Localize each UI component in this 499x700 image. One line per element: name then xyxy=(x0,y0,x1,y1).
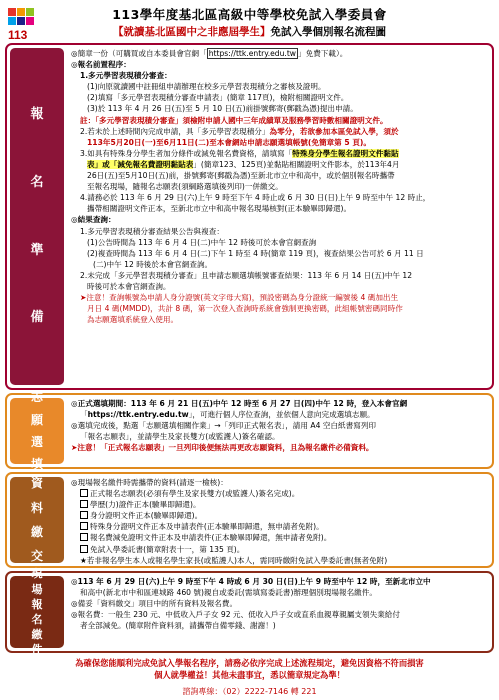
section-onsite-registration xyxy=(5,567,494,657)
section-label: 資 料 繳 交 xyxy=(10,477,64,563)
section-body: ◎現場報名繳件時需攜帶的資料(請逐一檢核)： 正式報名志願表(必須有學生及家長雙方(或監護人)簽名完成)。 學歷(力)證件正本(驗畢即歸還)。 身分證明文件正本(驗畢即歸還)。 特殊身分證明文件正本及申請表件(正本驗畢即歸還，無申請者免附)。 報名費減免證明文件正本及申請表件(正本驗畢即歸還，無申請者免附)。 免試入學委託書(簡章附表十一，第 135 頁)。 ★若非報名學生本人或報名學生家長(或監護人)本人，需同時繳附免試入學委託書(無者免附) xyxy=(71,478,388,565)
checkbox[interactable] xyxy=(80,522,88,530)
page-subtitle xyxy=(0,24,499,39)
section-body: ◎正式選填期間：113 年 6 月 21 日(五)中午 12 時至 6 月 27 日(四)中午 12 時，登入本會官網 「https://ttk.entry.edu.tw」，可進行個人序位查詢，並依個人意向完成選填志願。 ◎選填完成後，點選「志願選填相關作業」→「列印正式報名表」，請用 A4 空白紙書寫列印 「報名志願表」，並請學生及家長雙方(或監護人)簽名確認。 ➤注意！「正式報名志願表」一旦列印後便無法再更改志願資料，且為報名繳件必備資料。 xyxy=(71,399,408,453)
website-link[interactable]: https://ttk.entry.edu.tw xyxy=(87,410,189,420)
section-choose-preferences xyxy=(5,390,494,472)
checkbox[interactable] xyxy=(80,533,88,541)
subtitle-target: 【就讀基北區國中之非應屆學生】 xyxy=(113,26,271,38)
checkbox[interactable] xyxy=(80,500,88,508)
section-body: ◎113 年 6 月 29 日(六)上午 9 時至下午 4 時或 6 月 30 日(日)上午 9 時至中午 12 時，至新北市立中 和高中(新北市中和區連城路 460 號)親自或委託(需填寫委託書)辦理個別現場報名繳件。 ◎備妥「資料繳交」項目中的所有資料及報名費。 ◎報名費：一般生 230 元、中低收入戶子女 92 元、低收入戶子女或直系血親尊親屬支領失業給付 者全部減免。(簡章附件資料須，請攜帶自備零錢、謝謝！) xyxy=(71,577,431,631)
section-body: ◎簡章一份（可購買或自本委員會官網「 https://ttk.entry.edu.tw 」免費下載）。 ◎報名前置程序： 1.多元學習表現積分審查： (1)向原就讀國中註冊組申請辦理在校多元學習表現積分之審核及證明。 (2)填寫「多元學習表現積分審查申請表」(簡章 117頁)，檢附相關證明文件。 (3)於 113 年 4 月 26 日(五)至 5 月 10 日(五)前掛號郵寄(郵戳為憑)提出申請。 註：「多元學習表現積分審查」須檢附申請人國中三年成績單及服務學習時數相關證明文件。 2.若未於上述時間內完成申請，具「多元學習表現積分」為零分，若欲參加本區免試入學，須於 113年5月20日(一)至6月11日(二)至本會網站申請志願選填帳號(免簡章第 5 頁)。 3.如具有特殊身分學生者加分條件或減免報名費資格，請填寫「特殊身分學生報名證明文件黏貼 表」或「減免報名費證明黏貼表」(簡章123、125頁)並黏貼相關證明文件影本，於113年4月 26日(五)至5月10日(五)前，掛號郵寄(郵戳為憑)至新北市立中和高中，或於個別報名時攜帶 至報名現場，隨報名志願表(須綱路選填後列印)一併繳交。 4.請務必於 113 年 6 月 29 日(六)上午 9 時至下午 4 時止或 6 月 30 日(日)上午 9 時至中午 12 時止， 攜帶相關證明文件正本，至新北市立中和高中報名現場核對(正本驗畢即歸還)。 ◎結果查詢： 1.多元學習表現積分審查結果公告與複查： (1)公告時間為 113 年 6 月 4 日(二)中午 12 時後可於本會官網查詢 (2)複查時間為 113 年 6 月 4 日(二)下午 1 時至 4 時(簡章 119 頁)，複查結果公告可於 6 月 11 日 (二)中午 12 時後於本會官網查詢。 2.未完成「多元學習表現積分審查」且申請志願選填帳號審查結果：113 年 6 月 14 日(五)中午 12 時後可於本會官網查詢。 ➤注意！查詢帳號為申請人身分證號(英文字母大寫)，預設密碼為身分證統一編號後 4 碼加出生 月日 4 碼(MMDD)，共計 8 碼，第一次登入查詢時系統會強制更換密碼，此組帳號密碼同時作 為志願選填系統登入使用。 xyxy=(71,49,431,325)
checkbox[interactable] xyxy=(80,489,88,497)
section-label: 報 名 準 備 xyxy=(10,48,64,385)
section-registration-prep xyxy=(5,43,494,390)
checkbox[interactable] xyxy=(80,511,88,519)
contact-hotline: 諮詢專線：（02）2222-7146 轉 221 xyxy=(182,687,317,696)
page-title: 113學年度基北區高級中等學校免試入學委員會 xyxy=(112,7,387,22)
svg-text:113: 113 xyxy=(8,28,28,42)
checkbox[interactable] xyxy=(80,545,88,553)
footer-notice: 為確保您能順利完成免試入學報名程序，請務必依序完成上述流程規定，避免因資格不符而損害 個人就學權益！其他未盡事宜，悉以簡章規定為準！ xyxy=(75,658,424,680)
website-link[interactable]: https://ttk.entry.edu.tw xyxy=(208,49,297,58)
section-label: 現 場 報 名 繳 件 xyxy=(10,576,64,648)
subtitle-flow: 免試入學個別報名流程圖 xyxy=(270,26,386,38)
section-label: 志 願 選 填 xyxy=(10,398,64,464)
section-documents xyxy=(5,472,494,568)
